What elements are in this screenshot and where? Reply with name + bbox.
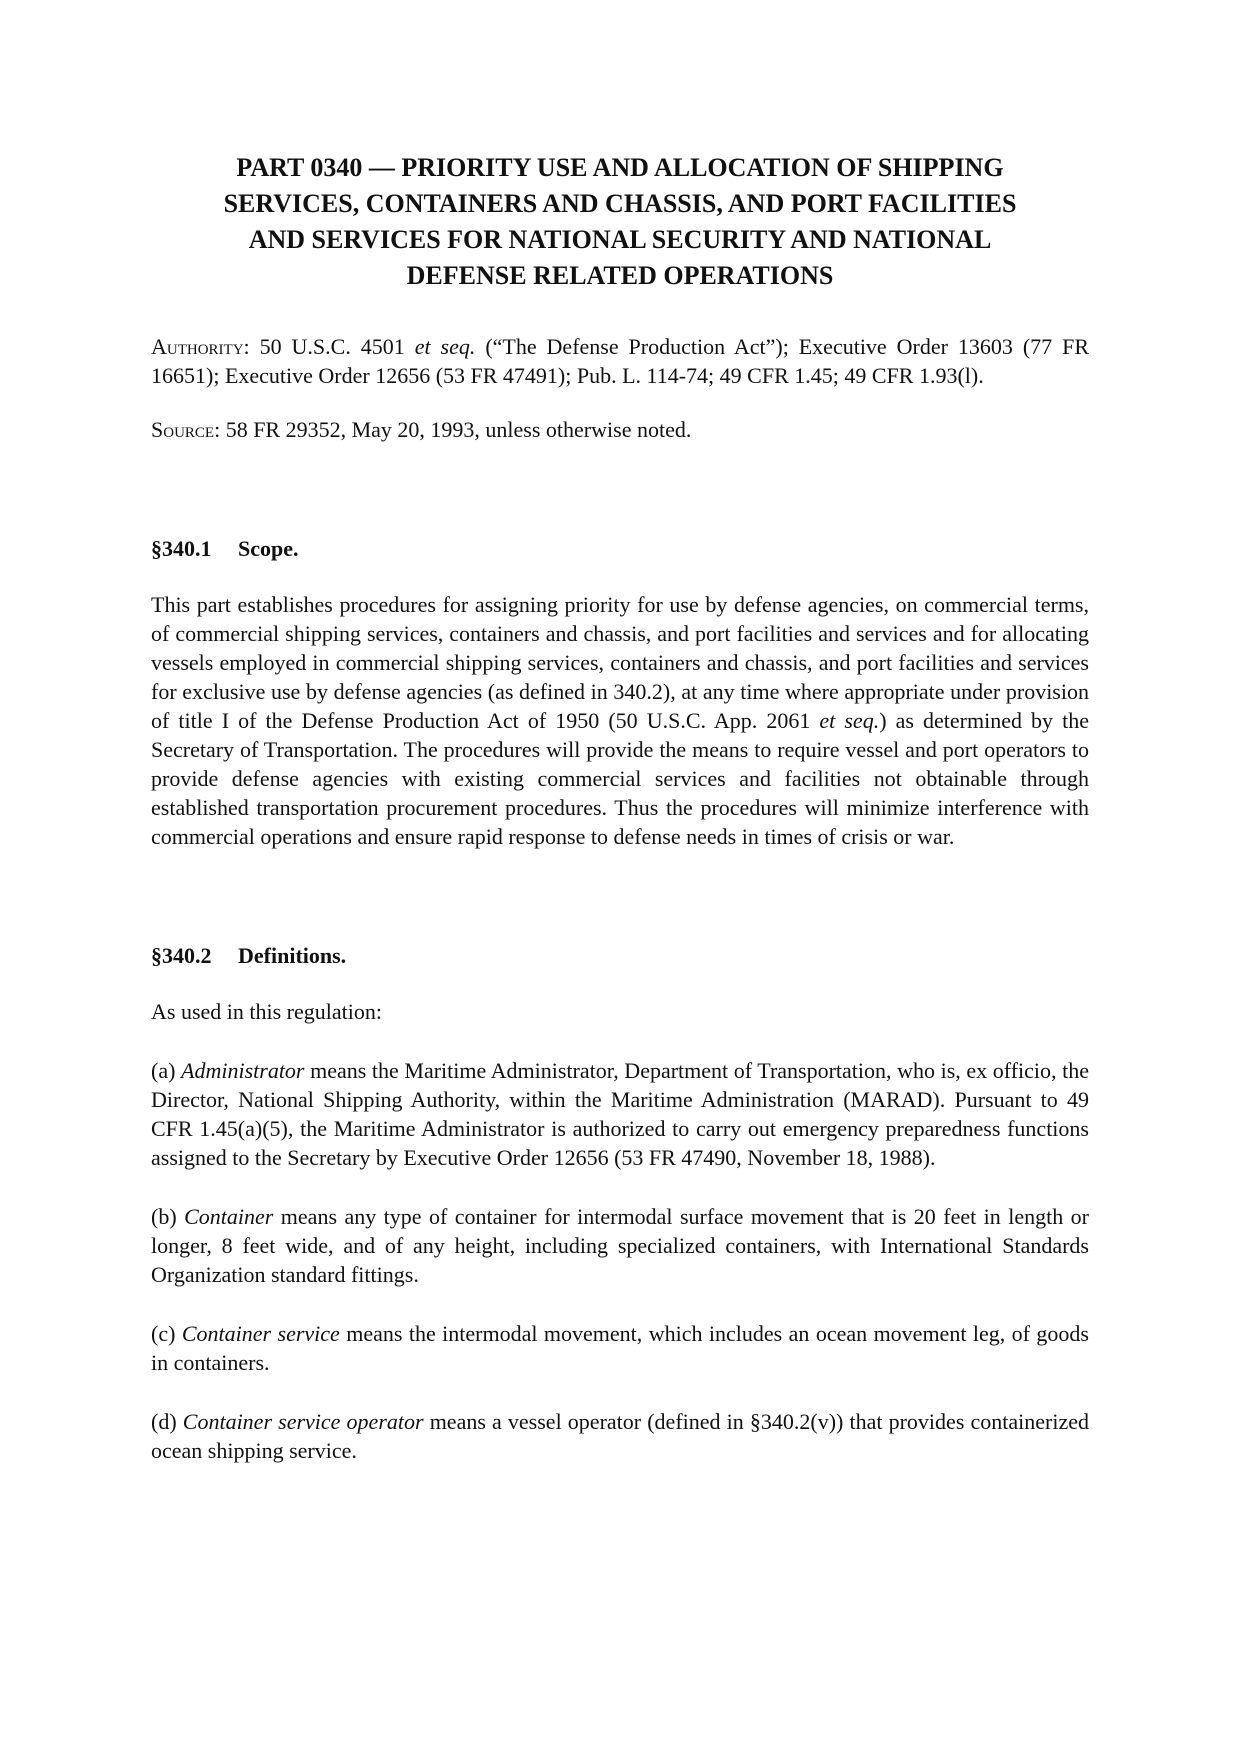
document-page <box>151 150 1089 1495</box>
definition-text: means the intermodal movement, which includes an ocean movement leg, of goods in containers. <box>151 1321 1089 1375</box>
definition-term: Container <box>184 1204 274 1229</box>
definitions-intro: As used in this regulation: <box>151 999 382 1024</box>
definition-term: Container service <box>181 1321 340 1346</box>
definition-text: means a vessel operator (defined in §340.2(v)) that provides containerized ocean shipping service. <box>151 1409 1089 1463</box>
definition-letter: (a) <box>151 1058 182 1083</box>
scope-paragraph <box>151 590 1089 851</box>
title-line: PART 0340 — PRIORITY USE AND ALLOCATION OF SHIPPING <box>236 153 1004 182</box>
section-heading-scope <box>151 534 1089 563</box>
definition-item <box>151 1319 1089 1377</box>
authority-note <box>151 332 1089 390</box>
scope-italic: et seq. <box>819 708 880 733</box>
part-title <box>151 150 1089 294</box>
definition-letter: (d) <box>151 1409 183 1434</box>
scope-text-cont: ) as determined by the Secretary of Transportation. The procedures will provide the means to require vessel and port operators to provide defense agencies with existing commercial services and facilities not obtainable through established transportation procurement procedures. Thus the procedures will minimize interference with commercial operations and ensure rapid response to defense needs in times of crisis or war. <box>151 708 1089 849</box>
section-title: Scope. <box>238 536 299 561</box>
title-line: SERVICES, CONTAINERS AND CHASSIS, AND PORT FACILITIES <box>223 189 1017 218</box>
title-line: AND SERVICES FOR NATIONAL SECURITY AND NATIONAL <box>248 225 992 254</box>
section-number: §340.1 <box>151 536 212 561</box>
section-heading-definitions <box>151 941 1089 970</box>
source-text: : 58 FR 29352, May 20, 1993, unless otherwise noted. <box>214 417 692 442</box>
definition-letter: (c) <box>151 1321 182 1346</box>
authority-text-cont: (“The Defense Production Act”); Executive Order 13603 (77 FR 16651); Executive Order 12656 (53 FR 47491); Pub. L. 114-74; 49 CFR 1.45; 49 CFR 1.93(l). <box>151 334 1089 388</box>
definition-text: means the Maritime Administrator, Department of Transportation, who is, ex officio, the Director, National Shipping Authority, within the Maritime Administration (MARAD). Pursuant to 49 CFR 1.45(a)(5), the Maritime Administrator is authorized to carry out emergency preparedness functions assigned to the Secretary by Executive Order 12656 (53 FR 47490, November 18, 1988). <box>151 1058 1089 1170</box>
definition-text: means any type of container for intermodal surface movement that is 20 feet in length or longer, 8 feet wide, and of any height, including specialized containers, with International Standards Organization standard fittings. <box>151 1204 1089 1287</box>
scope-text: This part establishes procedures for assigning priority for use by defense agencies, on commercial terms, of commercial shipping services, containers and chassis, and port facilities and services and for allocating vessels employed in commercial shipping services, containers and chassis, and port facilities and services for exclusive use by defense agencies (as defined in 340.2), at any time where appropriate under provision of title I of the Defense Production Act of 1950 (50 U.S.C. App. 2061 <box>151 592 1089 733</box>
definition-term: Container service operator <box>182 1409 424 1434</box>
source-label: Source <box>151 417 215 442</box>
definition-term: Administrator <box>181 1058 305 1083</box>
title-line: DEFENSE RELATED OPERATIONS <box>406 261 834 290</box>
authority-italic: et seq. <box>414 334 476 359</box>
authority-label: Authority <box>151 334 244 359</box>
definition-item <box>151 1056 1089 1172</box>
definition-item <box>151 1407 1089 1465</box>
section-title: Definitions. <box>238 943 347 968</box>
source-note <box>151 415 1089 444</box>
section-number: §340.2 <box>151 943 212 968</box>
authority-text: : 50 U.S.C. 4501 <box>243 334 415 359</box>
definition-item <box>151 1202 1089 1289</box>
definition-letter: (b) <box>151 1204 185 1229</box>
